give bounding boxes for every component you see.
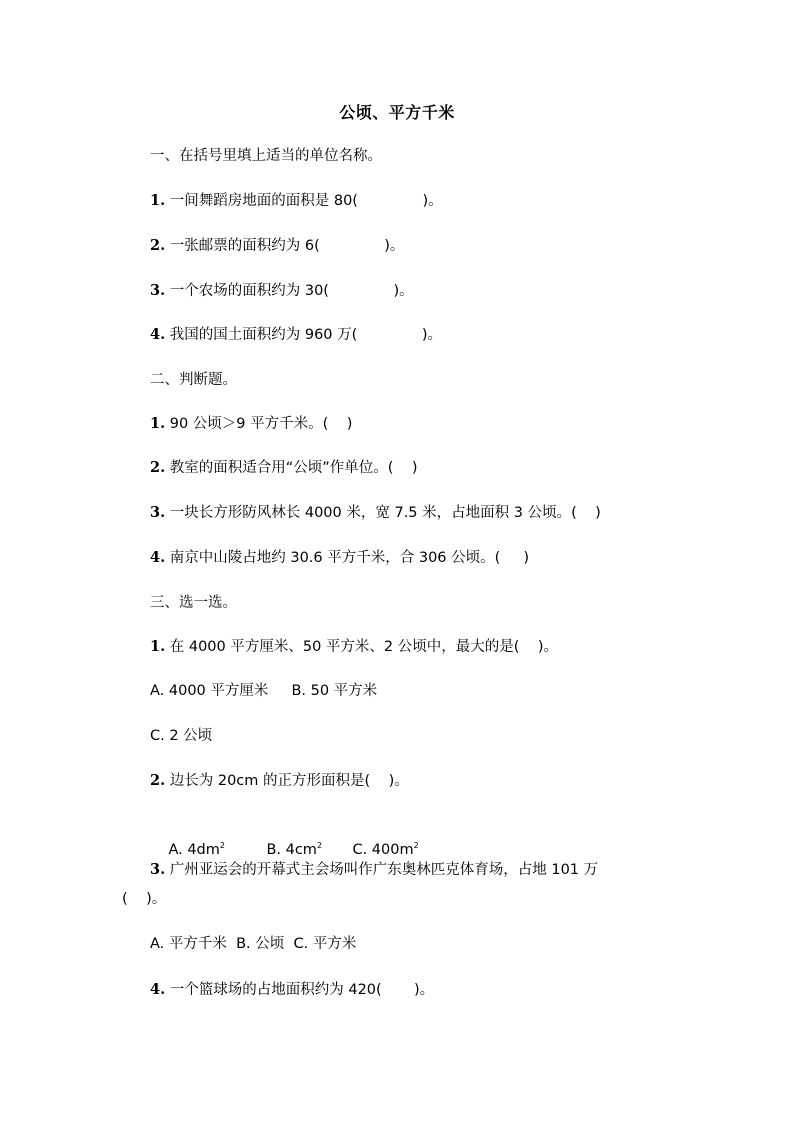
question-3-3-continuation: ( )。 xyxy=(122,891,167,907)
question-2-2 xyxy=(150,458,418,478)
question-text: 我国的国土面积约为 960 万( )。 xyxy=(165,327,442,343)
option-c: C. $400m^2$ xyxy=(352,841,419,858)
option-a: A. $4dm^2$ xyxy=(168,841,225,858)
question-number: 1. xyxy=(150,192,166,209)
question-number: 3. xyxy=(150,861,166,878)
question-number: 1. xyxy=(150,415,166,432)
question-3-1-options-ab: A. 4000 平方厘米 B. 50 平方米 xyxy=(150,683,378,699)
question-text: 广州亚运会的开幕式主会场叫作广东奥林匹克体育场，占地 101 万 xyxy=(165,862,599,878)
question-3-3 xyxy=(150,860,598,880)
question-text: 一个农场的面积约为 30( )。 xyxy=(165,283,414,299)
question-number: 4. xyxy=(150,326,166,343)
question-2-1 xyxy=(150,414,352,434)
question-number: 2. xyxy=(150,237,166,254)
question-number: 4. xyxy=(150,549,166,566)
question-text: 边长为 20cm 的正方形面积是( )。 xyxy=(165,773,409,789)
question-text: 90 公顷＞9 平方千米。( ) xyxy=(165,416,353,432)
question-text: 一张邮票的面积约为 6( )。 xyxy=(165,238,405,254)
question-text: 一个篮球场的占地面积约为 420( )。 xyxy=(165,982,435,998)
page-title: 公顷、平方千米 xyxy=(339,103,455,122)
question-1-1 xyxy=(150,191,443,211)
question-number: 3. xyxy=(150,504,166,521)
section-2-heading: 二、判断题。 xyxy=(150,372,237,388)
question-number: 3. xyxy=(150,282,166,299)
section-1-heading: 一、在括号里填上适当的单位名称。 xyxy=(150,148,382,164)
question-number: 1. xyxy=(150,638,166,655)
question-2-4 xyxy=(150,548,529,568)
question-text: 一块长方形防风林长 4000 米，宽 7.5 米，占地面积 3 公顷。( ) xyxy=(165,505,601,521)
question-1-4 xyxy=(150,325,442,345)
question-3-3-options: A. 平方千米 B. 公顷 C. 平方米 xyxy=(150,936,357,952)
question-3-1 xyxy=(150,637,558,657)
question-number: 4. xyxy=(150,981,166,998)
question-1-3 xyxy=(150,281,414,301)
question-text: 教室的面积适合用“公顷”作单位。( ) xyxy=(165,460,418,476)
question-3-1-options-c: C. 2 公顷 xyxy=(150,728,213,744)
question-2-3 xyxy=(150,503,601,523)
option-b: B. $4cm^2$ xyxy=(266,841,323,858)
question-number: 2. xyxy=(150,459,166,476)
question-3-4 xyxy=(150,980,434,1000)
question-text: 一间舞蹈房地面的面积是 80( )。 xyxy=(165,193,443,209)
question-3-2 xyxy=(150,771,409,791)
question-1-2 xyxy=(150,236,404,256)
question-text: 南京中山陵占地约 30.6 平方千米，合 306 公顷。( ) xyxy=(165,550,530,566)
question-number: 2. xyxy=(150,772,166,789)
section-3-heading: 三、选一选。 xyxy=(150,595,237,611)
question-text: 在 4000 平方厘米、50 平方米、2 公顷中，最大的是( )。 xyxy=(165,639,559,655)
